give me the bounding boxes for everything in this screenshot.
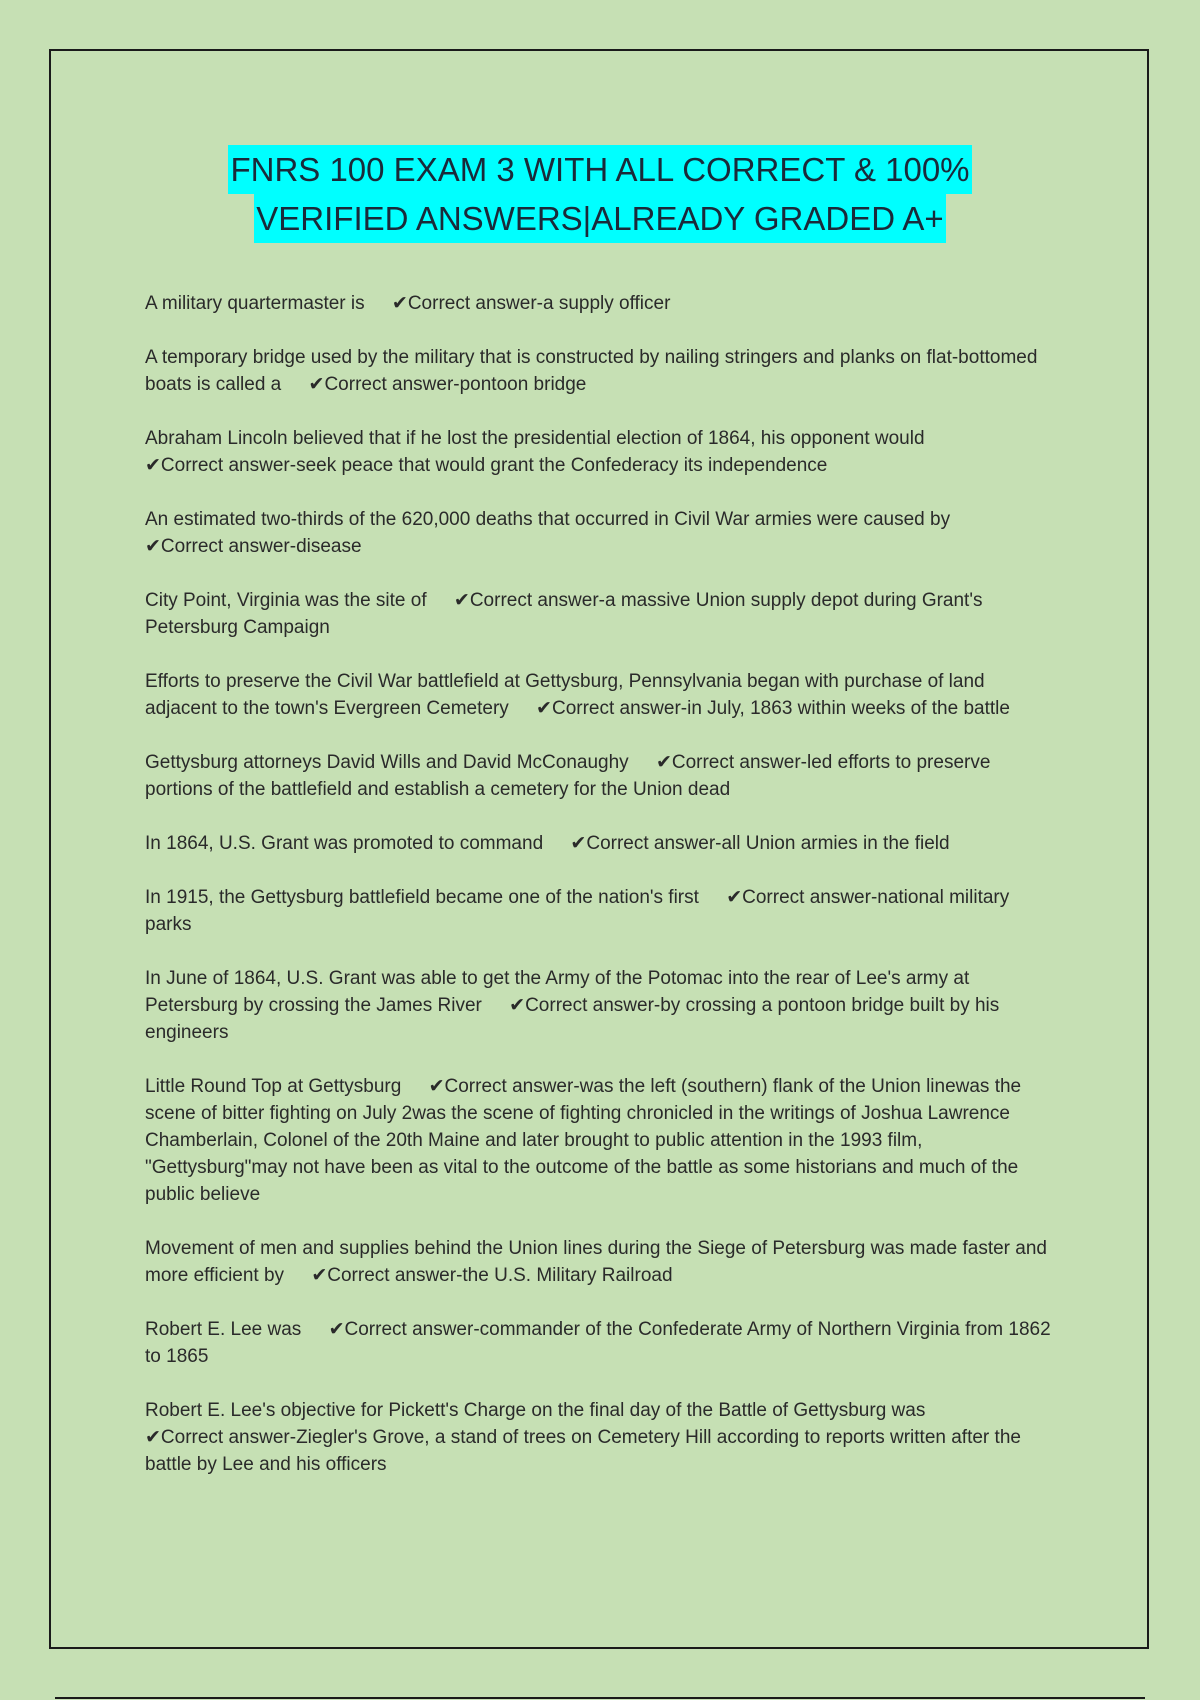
- qa-item: [145, 668, 1060, 722]
- question-text: In 1915, the Gettysburg battlefield became one of the nation's first: [145, 887, 699, 908]
- answer-text: ✔Correct answer-was the left (southern) flank of the Union linewas the scene of bitter fighting on July 2was the scene of fighting chronicled in the writings of Joshua Lawrence Chamberlain, Colonel of the 20th Maine and later brought to public attention in the 1993 film, "Gettysburg"may not have been as vital to the outcome of the battle as some historians and much of the public believe: [145, 1076, 1022, 1205]
- qa-item: [145, 290, 1060, 317]
- qa-item: [145, 344, 1060, 398]
- qa-list: [145, 290, 1060, 1505]
- footer-rule: [55, 1697, 1145, 1699]
- answer-text: ✔Correct answer-disease: [145, 536, 362, 557]
- qa-item: [145, 425, 1060, 479]
- answer-text: ✔Correct answer-the U.S. Military Railroad: [311, 1265, 673, 1286]
- qa-item: [145, 965, 1060, 1046]
- qa-item: [145, 1397, 1060, 1478]
- question-text: In June of 1864, U.S. Grant was able to get the Army of the Potomac into the rear of Lee's army at Petersburg by crossing the James River: [145, 968, 970, 1016]
- question-text: Efforts to preserve the Civil War battlefield at Gettysburg, Pennsylvania began with purchase of land adjacent to the town's Evergreen Cemetery: [145, 671, 985, 719]
- answer-text: ✔Correct answer-by crossing a pontoon bridge built by his engineers: [145, 995, 1000, 1043]
- qa-item: [145, 587, 1060, 641]
- title-line-2: VERIFIED ANSWERS|ALREADY GRADED A+: [254, 194, 945, 243]
- qa-item: [145, 1235, 1060, 1289]
- question-text: Movement of men and supplies behind the Union lines during the Siege of Petersburg was made faster and more efficient by: [145, 1238, 1047, 1286]
- qa-item: [145, 506, 1060, 560]
- qa-item: [145, 830, 1060, 857]
- question-text: City Point, Virginia was the site of: [145, 590, 427, 611]
- question-text: A military quartermaster is: [145, 293, 365, 314]
- question-text: In 1864, U.S. Grant was promoted to command: [145, 833, 544, 854]
- question-text: Little Round Top at Gettysburg: [145, 1076, 402, 1097]
- qa-item: [145, 1073, 1060, 1208]
- qa-item: [145, 884, 1060, 938]
- answer-text: ✔Correct answer-a massive Union supply depot during Grant's Petersburg Campaign: [145, 590, 983, 638]
- question-text: Robert E. Lee's objective for Pickett's Charge on the final day of the Battle of Gettysburg was: [145, 1400, 926, 1421]
- answer-text: ✔Correct answer-seek peace that would grant the Confederacy its independence: [145, 455, 828, 476]
- document-title: [0, 145, 1200, 243]
- qa-item: [145, 1316, 1060, 1370]
- question-text: Robert E. Lee was: [145, 1319, 302, 1340]
- qa-item: [145, 749, 1060, 803]
- question-text: A temporary bridge used by the military that is constructed by nailing stringers and planks on flat-bottomed boats is called a: [145, 347, 1038, 395]
- question-text: An estimated two-thirds of the 620,000 deaths that occurred in Civil War armies were caused by: [145, 509, 951, 530]
- answer-text: ✔Correct answer-in July, 1863 within weeks of the battle: [536, 698, 1010, 719]
- answer-text: ✔Correct answer-led efforts to preserve portions of the battlefield and establish a cemetery for the Union dead: [145, 752, 991, 800]
- question-text: Abraham Lincoln believed that if he lost the presidential election of 1864, his opponent would: [145, 428, 925, 449]
- answer-text: ✔Correct answer-national military parks: [145, 887, 1010, 935]
- answer-text: ✔Correct answer-pontoon bridge: [308, 374, 587, 395]
- answer-text: ✔Correct answer-commander of the Confederate Army of Northern Virginia from 1862 to 1865: [145, 1319, 1051, 1367]
- answer-text: ✔Correct answer-Ziegler's Grove, a stand of trees on Cemetery Hill according to reports written after the battle by Lee and his officers: [145, 1427, 1021, 1475]
- title-line-1: FNRS 100 EXAM 3 WITH ALL CORRECT & 100%: [228, 145, 971, 194]
- answer-text: ✔Correct answer-a supply officer: [391, 293, 671, 314]
- question-text: Gettysburg attorneys David Wills and David McConaughy: [145, 752, 629, 773]
- answer-text: ✔Correct answer-all Union armies in the field: [570, 833, 950, 854]
